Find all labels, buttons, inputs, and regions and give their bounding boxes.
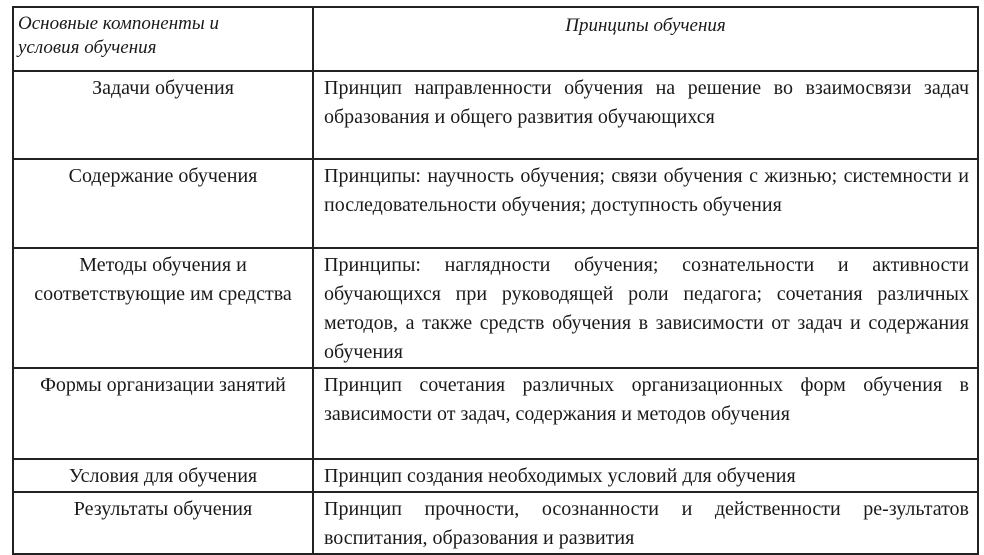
principle-cell: Принципы: наглядности обучения; сознательности и активности обучающихся при руководящей роли педагога; сочетания различных методов, а также средств обучения в зависимости от задач и содержания обучения (313, 248, 978, 368)
component-cell: Результаты обучения (13, 492, 313, 554)
principles-table-container (12, 6, 977, 555)
component-cell: Методы обучения и соответствующие им средства (13, 248, 313, 368)
header-components (13, 7, 313, 71)
component-cell: Содержание обучения (13, 159, 313, 248)
table-row (13, 248, 978, 368)
table-row (13, 159, 978, 248)
principle-cell: Принцип создания необходимых условий для обучения (313, 459, 978, 492)
table-row (13, 368, 978, 459)
principle-cell: Принцип прочности, осознанности и действенности ре-зультатов воспитания, образования и развития (313, 492, 978, 554)
principles-table (12, 6, 979, 555)
table-row (13, 459, 978, 492)
principle-cell: Принцип направленности обучения на решение во взаимосвязи задач образования и общего развития обучающихся (313, 71, 978, 159)
header-components-line2: условия обучения (18, 37, 157, 58)
header-principles: Принципы обучения (313, 7, 978, 71)
principle-cell: Принцип сочетания различных организационных форм обучения в зависимости от задач, содержания и методов обучения (313, 368, 978, 459)
header-components-line1: Основные компоненты и (18, 13, 219, 34)
component-cell: Условия для обучения (13, 459, 313, 492)
component-cell: Формы организации занятий (13, 368, 313, 459)
table-row (13, 492, 978, 554)
table-header-row (13, 7, 978, 71)
component-cell: Задачи обучения (13, 71, 313, 159)
principle-cell: Принципы: научность обучения; связи обучения с жизнью; системности и последовательности обучения; доступность обучения (313, 159, 978, 248)
table-row (13, 71, 978, 159)
